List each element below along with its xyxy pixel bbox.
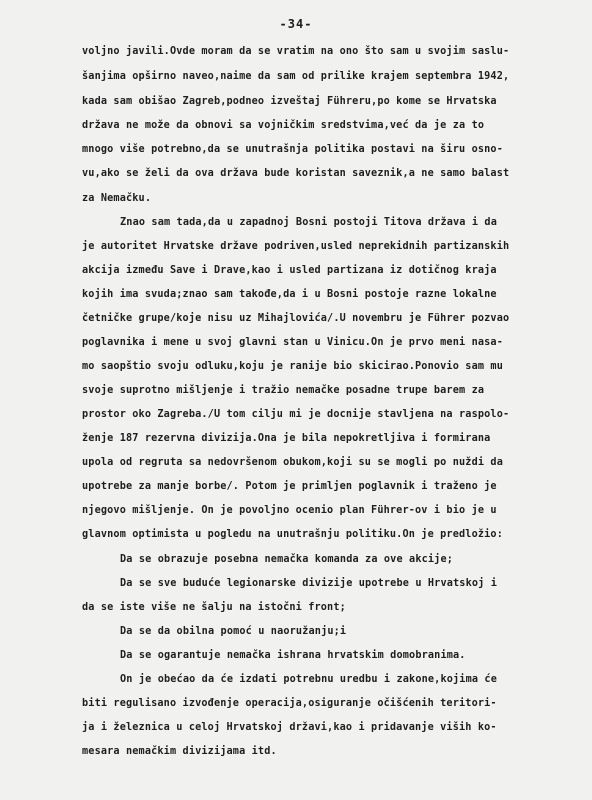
- text-line: On je obećao da će izdati potrebnu uredbu i zakone,kojima će: [120, 674, 498, 685]
- text-line: mnogo više potrebno,da se unutrašnja politika postavi na širu osno-: [82, 144, 503, 155]
- text-line: mesara nemačkim divizijama itd.: [82, 746, 277, 757]
- text-line: voljno javili.Ovde moram da se vratim na ono što sam u svojim saslu-: [82, 46, 510, 57]
- text-line: ja i železnica u celoj Hrvatskoj državi,kao i pridavanje viših ko-: [82, 722, 497, 733]
- text-line: kojih ima svuda;znao sam takođe,da i u Bosni postoje razne lokalne: [82, 289, 497, 300]
- text-line: upola od regruta sa nedovršenom obukom,koji su se mogli po nuždi da: [82, 457, 503, 468]
- text-line: glavnom optimista u pogledu na unutrašnju politiku.On je predložio:: [82, 529, 503, 540]
- page-number: -34-: [279, 17, 313, 31]
- text-line: Da se obrazuje posebna nemačka komanda za ove akcije;: [120, 554, 454, 565]
- text-line: biti regulisano izvođenje operacija,osiguranje očišćenih teritori-: [82, 698, 497, 709]
- text-line: vu,ako se želi da ova država bude koristan saveznik,a ne samo balast: [82, 168, 510, 179]
- text-line: da se iste više ne šalju na istočni front;: [82, 602, 346, 613]
- text-line: poglavnika i mene u svoj glavni stan u Vinicu.On je prvo meni nasa-: [82, 337, 503, 348]
- text-line: za Nemačku.: [82, 193, 152, 204]
- text-line: šanjima opširno naveo,naime da sam od prilike krajem septembra 1942,: [82, 71, 510, 82]
- text-line: akcija između Save i Drave,kao i usled partizana iz dotičnog kraja: [82, 265, 497, 276]
- text-line: ženje 187 rezervna divizija.Ona je bila nepokretljiva i formirana: [82, 433, 491, 444]
- text-line: mo saopštio svoju odluku,koju je ranije bio skicirao.Ponovio sam mu: [82, 361, 503, 372]
- text-line: država ne može da obnovi sa vojničkim sredstvima,već da je za to: [82, 120, 485, 131]
- text-line: kada sam obišao Zagreb,podneo izveštaj Führeru,po kome se Hrvatska: [82, 96, 497, 107]
- text-line: Da se ogarantuje nemačka ishrana hrvatskim domobranima.: [120, 650, 466, 661]
- text-line: upotrebe za manje borbe/. Potom je primljen poglavnik i traženo je: [82, 481, 497, 492]
- text-line: Da se da obilna pomoć u naoružanju;i: [120, 626, 347, 637]
- text-line: Da se sve buduće legionarske divizije upotrebe u Hrvatskoj i: [120, 578, 498, 589]
- text-line: prostor oko Zagreba./U tom cilju mi je docnije stavljena na raspolo-: [82, 409, 510, 420]
- text-line: četničke grupe/koje nisu uz Mihajlovića/.U novembru je Führer pozvao: [82, 313, 510, 324]
- text-line: njegovo mišljenje. On je povoljno ocenio plan Führer-ov i bio je u: [82, 505, 497, 516]
- text-line: je autoritet Hrvatske države podriven,usled neprekidnih partizanskih: [82, 241, 510, 252]
- text-line: svoje suprotno mišljenje i tražio nemačke posadne trupe barem za: [82, 385, 485, 396]
- text-line: Znao sam tada,da u zapadnoj Bosni postoji Titova država i da: [120, 217, 498, 228]
